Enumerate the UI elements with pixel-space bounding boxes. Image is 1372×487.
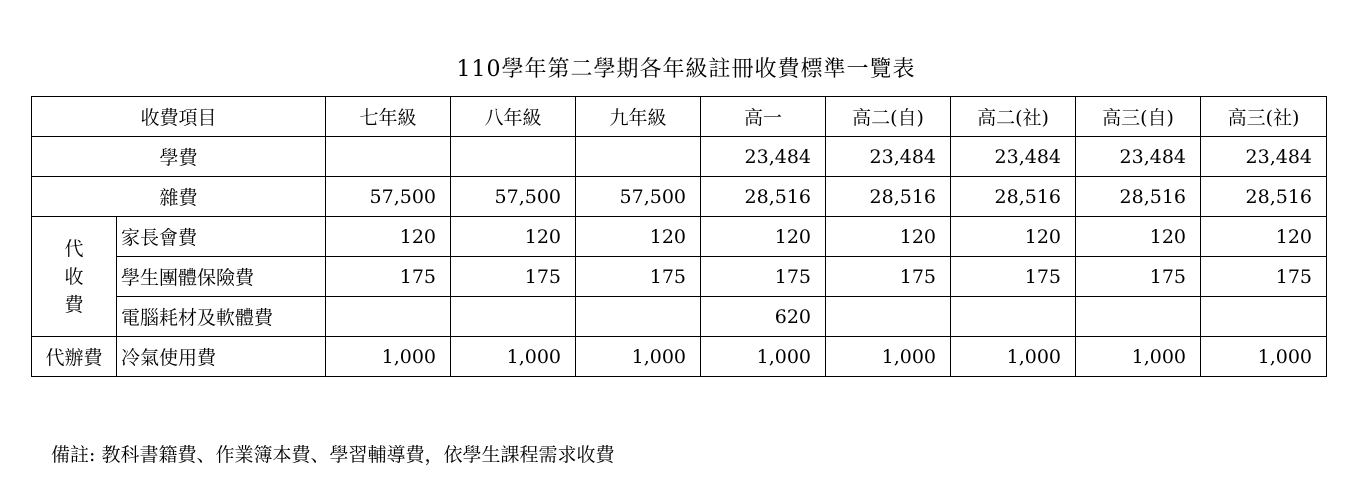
cell-value: 120 xyxy=(701,217,826,257)
cell-value: 28,516 xyxy=(1201,177,1327,217)
group-char: 代 xyxy=(64,237,84,260)
cell-value: 23,484 xyxy=(1201,137,1327,177)
cell-value xyxy=(326,297,451,337)
header-col-grade9: 九年級 xyxy=(576,97,701,137)
cell-value: 57,500 xyxy=(326,177,451,217)
row-label: 學生團體保險費 xyxy=(117,257,326,297)
header-col-hs3-science: 高三(自) xyxy=(1076,97,1201,137)
cell-value: 120 xyxy=(826,217,951,257)
cell-value: 175 xyxy=(826,257,951,297)
row-label: 冷氣使用費 xyxy=(117,337,326,377)
cell-value: 1,000 xyxy=(1201,337,1327,377)
cell-value xyxy=(451,297,576,337)
group-char: 收 xyxy=(64,265,84,288)
cell-value: 175 xyxy=(701,257,826,297)
cell-value: 175 xyxy=(326,257,451,297)
cell-value: 120 xyxy=(951,217,1076,257)
header-col-hs1: 高一 xyxy=(701,97,826,137)
cell-value: 28,516 xyxy=(826,177,951,217)
cell-value xyxy=(951,297,1076,337)
misc-fee-row xyxy=(32,177,1327,217)
cell-value: 120 xyxy=(1201,217,1327,257)
header-row xyxy=(32,97,1327,137)
cell-value: 175 xyxy=(1076,257,1201,297)
cell-value: 175 xyxy=(576,257,701,297)
cell-value: 23,484 xyxy=(826,137,951,177)
cell-value: 23,484 xyxy=(951,137,1076,177)
row-label: 家長會費 xyxy=(117,217,326,257)
header-item-label: 收費項目 xyxy=(32,97,326,137)
cell-value: 120 xyxy=(451,217,576,257)
cell-value: 175 xyxy=(1201,257,1327,297)
header-col-grade8: 八年級 xyxy=(451,97,576,137)
cell-value xyxy=(826,297,951,337)
cell-value: 175 xyxy=(951,257,1076,297)
cell-value: 1,000 xyxy=(951,337,1076,377)
cell-value: 175 xyxy=(451,257,576,297)
header-col-hs3-social: 高三(社) xyxy=(1201,97,1327,137)
footnote: 備註: 教科書籍費、作業簿本費、學習輔導費，依學生課程需求收費 xyxy=(51,444,615,466)
cell-value: 28,516 xyxy=(1076,177,1201,217)
computer-supplies-fee-row xyxy=(32,297,1327,337)
handled-on-behalf-group-label: 代辦費 xyxy=(32,337,117,377)
cell-value: 1,000 xyxy=(451,337,576,377)
cell-value: 1,000 xyxy=(701,337,826,377)
cell-value: 23,484 xyxy=(1076,137,1201,177)
cell-value xyxy=(1076,297,1201,337)
cell-value: 28,516 xyxy=(701,177,826,217)
cell-value: 1,000 xyxy=(326,337,451,377)
row-label: 電腦耗材及軟體費 xyxy=(117,297,326,337)
cell-value: 120 xyxy=(576,217,701,257)
row-label: 學費 xyxy=(32,137,326,177)
cell-value xyxy=(576,297,701,337)
page-title: 110學年第二學期各年級註冊收費標準一覽表 xyxy=(456,57,916,82)
cell-value: 620 xyxy=(701,297,826,337)
cell-value: 57,500 xyxy=(576,177,701,217)
collected-on-behalf-group-label xyxy=(32,217,117,337)
header-col-hs2-science: 高二(自) xyxy=(826,97,951,137)
header-col-hs2-social: 高二(社) xyxy=(951,97,1076,137)
cell-value xyxy=(451,137,576,177)
fee-table xyxy=(31,96,1327,377)
cell-value: 1,000 xyxy=(826,337,951,377)
cell-value: 23,484 xyxy=(701,137,826,177)
cell-value: 28,516 xyxy=(951,177,1076,217)
student-insurance-fee-row xyxy=(32,257,1327,297)
cell-value: 1,000 xyxy=(576,337,701,377)
group-char: 費 xyxy=(64,293,84,316)
header-col-grade7: 七年級 xyxy=(326,97,451,137)
parent-association-fee-row xyxy=(32,217,1327,257)
cell-value: 120 xyxy=(1076,217,1201,257)
cell-value xyxy=(576,137,701,177)
cell-value: 57,500 xyxy=(451,177,576,217)
tuition-row xyxy=(32,137,1327,177)
cell-value xyxy=(326,137,451,177)
cell-value xyxy=(1201,297,1327,337)
row-label: 雜費 xyxy=(32,177,326,217)
cell-value: 1,000 xyxy=(1076,337,1201,377)
air-conditioning-fee-row xyxy=(32,337,1327,377)
cell-value: 120 xyxy=(326,217,451,257)
